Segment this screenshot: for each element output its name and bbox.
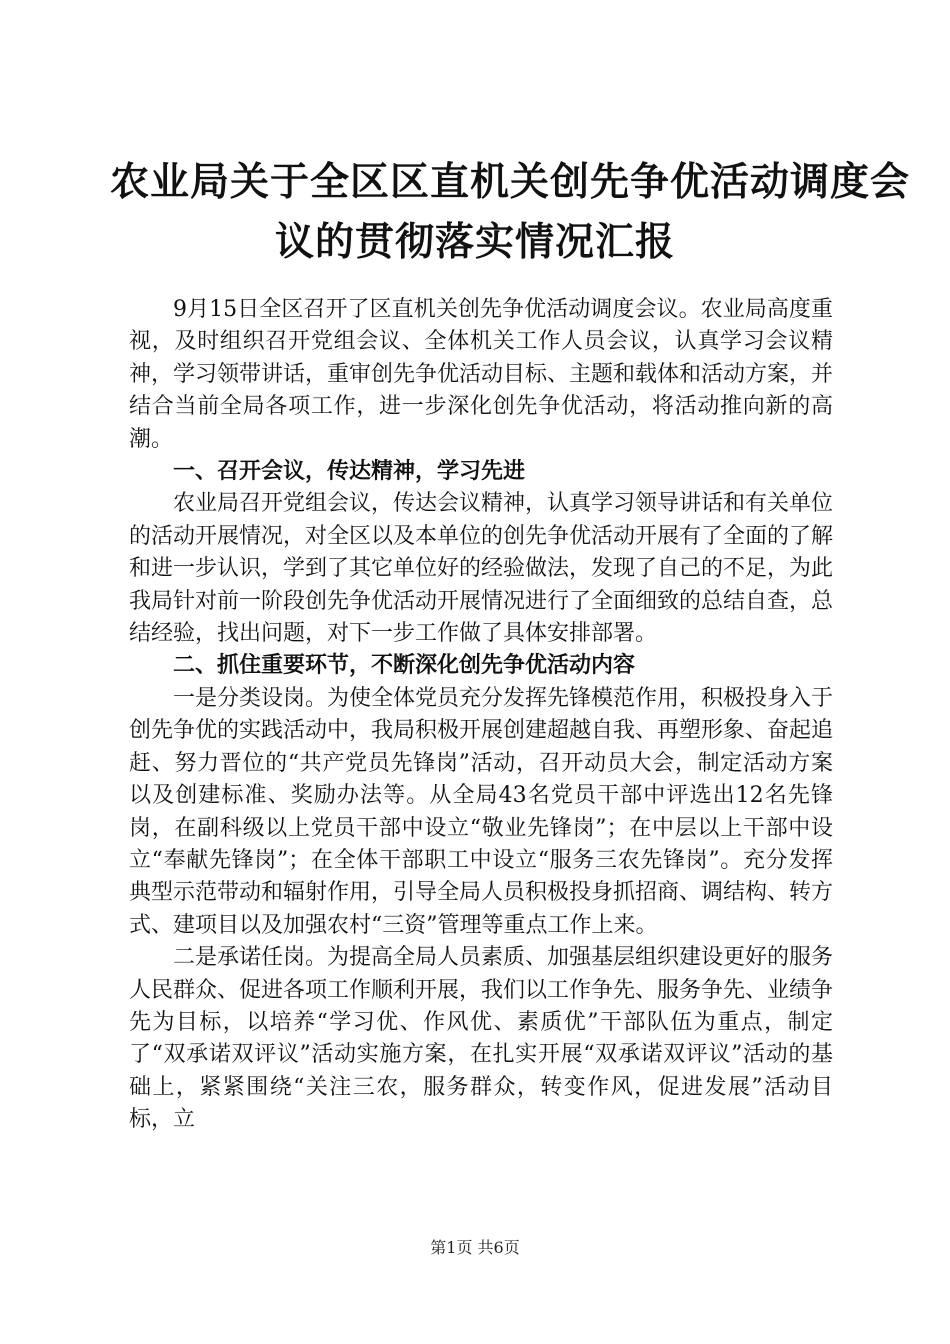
section-heading-2: 二、抓住重要环节，不断深化创先争优活动内容 bbox=[173, 653, 636, 679]
body-paragraph-section-1: 农业局召开党组会议，传达会议精神，认真学习领导讲话和有关单位的活动开展情况，对全区以及本单位的创先争优活动开展有了全面的了解和进一步认识，学到了其它单位好的经验做法，发现了自己的不足，为此我局针对前一阶段创先争优活动开展情况进行了全面细致的总结自查，总结经验，找出问题，对下一步工作做了具体安排部署。 bbox=[129, 491, 834, 647]
body-paragraph-intro: 9月15日全区召开了区直机关创先争优活动调度会议。农业局高度重视，及时组织召开党组会议、全体机关工作人员会议，认真学习会议精神，学习领带讲话，重审创先争优活动目标、主题和载体和活动方案，并结合当前全局各项工作，进一步深化创先争优活动，将活动推向新的高潮。 bbox=[129, 297, 834, 452]
document-body bbox=[129, 294, 833, 1137]
body-paragraph-pledges: 二是承诺任岗。为提高全局人员素质、加强基层组织建设更好的服务人民群众、促进各项工作顺利开展，我们以工作争先、服务争先、业绩争先为目标，以培养“学习优、作风优、素质优”干部队伍为重点，制定了“双承诺双评议”活动实施方案，在扎实开展“双承诺双评议”活动的基础上，紧紧围绕“关注三农，服务群众，转变作风，促进发展”活动目标，立 bbox=[129, 945, 834, 1133]
document-title-line-1: 农业局关于全区区直机关创先争优活动调度会 bbox=[110, 160, 911, 205]
document-title-line-2: 议的贯彻落实情况汇报 bbox=[274, 220, 675, 265]
page-footer: 第1页 共6页 bbox=[430, 1238, 520, 1257]
section-heading-1: 一、召开会议，传达精神，学习先进 bbox=[173, 459, 526, 485]
body-paragraph-posts: 一是分类设岗。为使全体党员充分发挥先锋模范作用，积极投身入于创先争优的实践活动中，我局积极开展创建超越自我、再塑形象、奋起追赶、努力晋位的“共产党员先锋岗”活动，召开动员大会，制定活动方案以及创建标准、奖励办法等。从全局43名党员干部中评选出12名先锋岗，在副科级以上党员干部中设立“敬业先锋岗”；在中层以上干部中设立“奉献先锋岗”；在全体干部职工中设立“服务三农先锋岗”。充分发挥典型示范带动和辐射作用，引导全局人员积极投身抓招商、调结构、转方式、建项目以及加强农村“三资”管理等重点工作上来。 bbox=[129, 685, 834, 938]
